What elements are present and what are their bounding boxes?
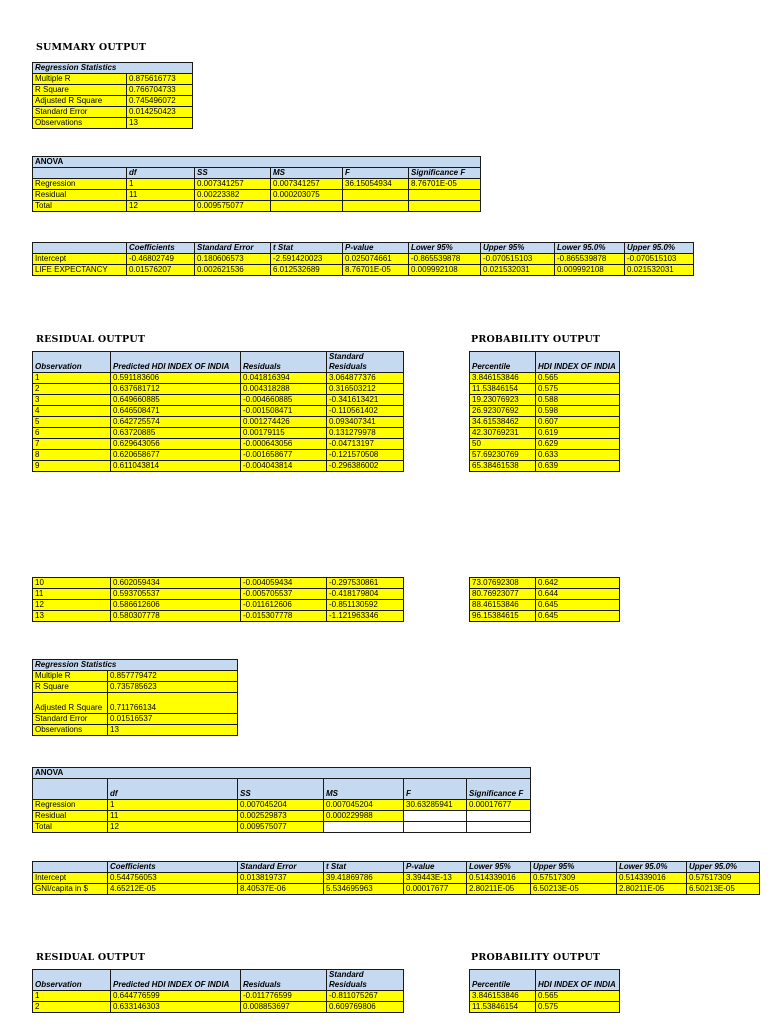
table-cell: 0.009992108 — [555, 265, 625, 276]
table-cell: 0.544756053 — [108, 873, 238, 884]
table-row — [33, 991, 404, 1002]
table-cell: 0.316503212 — [327, 384, 404, 395]
table-cell — [343, 190, 409, 201]
table-cell: Intercept — [33, 254, 127, 265]
table-row — [470, 611, 620, 622]
stat-value: 0.875616773 — [127, 74, 193, 85]
column-header: Observation — [33, 352, 111, 373]
table-cell: 5.534695963 — [324, 884, 404, 895]
table-row — [33, 406, 404, 417]
table-cell: 0.131279978 — [327, 428, 404, 439]
probability-output-table-continued — [469, 577, 620, 622]
table-cell: 0.00017677 — [467, 800, 531, 811]
table-cell: 6.50213E-05 — [687, 884, 760, 895]
table-cell: 0.007045204 — [238, 800, 324, 811]
table-row — [33, 373, 404, 384]
table-cell: -0.004059434 — [241, 578, 327, 589]
table-cell: 3.064877376 — [327, 373, 404, 384]
table-cell: -0.001508471 — [241, 406, 327, 417]
table-cell: 0.009575077 — [195, 201, 271, 212]
table-row — [33, 439, 404, 450]
table-cell: 39.41869786 — [324, 873, 404, 884]
table-cell: 0.591183606 — [111, 373, 241, 384]
table-cell: 0.63720885 — [111, 428, 241, 439]
table-cell: 7 — [33, 439, 111, 450]
table-cell: 0.575 — [536, 384, 620, 395]
table-cell: 11.53846154 — [470, 1002, 536, 1013]
table-cell: 6 — [33, 428, 111, 439]
table-row — [33, 461, 404, 472]
probability-output-table-2 — [469, 969, 620, 1013]
table-cell — [404, 811, 467, 822]
table-cell: 0.639 — [536, 461, 620, 472]
column-header: P-value — [343, 243, 409, 254]
column-header: HDI INDEX OF INDIA — [536, 352, 620, 373]
table-cell — [343, 201, 409, 212]
table-cell: 0.642725574 — [111, 417, 241, 428]
column-header: F — [343, 168, 409, 179]
table-cell: 0.602059434 — [111, 578, 241, 589]
table-cell: 50 — [470, 439, 536, 450]
table-row — [33, 1002, 404, 1013]
table-cell — [324, 822, 404, 833]
column-header: Standard Error — [195, 243, 271, 254]
table-cell: 0.598 — [536, 406, 620, 417]
table-cell: 6.012532689 — [271, 265, 343, 276]
column-header: HDI INDEX OF INDIA — [536, 970, 620, 991]
table-cell: 0.009992108 — [409, 265, 481, 276]
table-cell: 0.649660885 — [111, 395, 241, 406]
table-row — [33, 417, 404, 428]
table-cell: 8.40537E-06 — [238, 884, 324, 895]
stat-label: Adjusted R Square — [33, 96, 127, 107]
table-cell: -0.851130592 — [327, 600, 404, 611]
stat-value: 0.766704733 — [127, 85, 193, 96]
stat-label: Standard Error — [33, 107, 127, 118]
column-header: Lower 95% — [467, 862, 531, 873]
table-cell: -0.04713197 — [327, 439, 404, 450]
table-cell: 5 — [33, 417, 111, 428]
residual-output-table-2 — [32, 969, 404, 1013]
table-cell: 9 — [33, 461, 111, 472]
table-cell: Residual — [33, 190, 127, 201]
table-cell: 0.007045204 — [324, 800, 404, 811]
anova-table — [32, 156, 481, 212]
table-cell: 3 — [33, 395, 111, 406]
column-header — [33, 243, 127, 254]
column-header: Upper 95.0% — [687, 862, 760, 873]
table-row — [470, 439, 620, 450]
table-cell: 0.00223382 — [195, 190, 271, 201]
column-header: Upper 95% — [531, 862, 617, 873]
table-cell: 0.000203075 — [271, 190, 343, 201]
table-cell: 0.633 — [536, 450, 620, 461]
table-cell: 0.633146303 — [111, 1002, 241, 1013]
table-row — [33, 395, 404, 406]
table-cell: 0.041816394 — [241, 373, 327, 384]
table-row — [470, 373, 620, 384]
regression-statistics-table-2 — [32, 659, 238, 736]
stat-label: Observations — [33, 725, 108, 736]
table-cell: 0.514339016 — [467, 873, 531, 884]
table-cell — [409, 190, 481, 201]
table-row — [470, 600, 620, 611]
table-cell: 1 — [33, 373, 111, 384]
stat-value: 13 — [127, 118, 193, 129]
residual-output-table — [32, 351, 404, 472]
probability-output-heading: PROBABILITY OUTPUT — [471, 334, 601, 345]
table-row — [470, 406, 620, 417]
table-cell: Regression — [33, 179, 127, 190]
table-cell: 1 — [127, 179, 195, 190]
coefficients-table-2 — [32, 861, 760, 895]
anova-title: ANOVA — [33, 768, 531, 779]
table-cell: -0.000643056 — [241, 439, 327, 450]
column-header: Lower 95.0% — [617, 862, 687, 873]
table-cell: 42.30769231 — [470, 428, 536, 439]
residual-rows — [33, 373, 404, 472]
table-cell: -0.001658677 — [241, 450, 327, 461]
table-cell: 73.07692308 — [470, 578, 536, 589]
column-header: SS — [238, 779, 324, 800]
table-cell: 8.76701E-05 — [409, 179, 481, 190]
table-cell: -0.121570508 — [327, 450, 404, 461]
column-header: Standard Residuals — [327, 970, 404, 991]
table-row — [470, 384, 620, 395]
table-cell: 0.607 — [536, 417, 620, 428]
anova-title: ANOVA — [33, 157, 481, 168]
table-cell: Total — [33, 201, 127, 212]
table-cell: 2.80211E-05 — [617, 884, 687, 895]
table-row — [470, 395, 620, 406]
coefficients-table — [32, 242, 694, 276]
table-cell: 57.69230769 — [470, 450, 536, 461]
table-cell: GNI/capita in $ — [33, 884, 108, 895]
table-row — [470, 589, 620, 600]
table-cell: 3.846153846 — [470, 373, 536, 384]
table-cell: 0.007341257 — [195, 179, 271, 190]
table-cell: 0.619 — [536, 428, 620, 439]
table-cell: 0.57517309 — [531, 873, 617, 884]
table-row — [470, 461, 620, 472]
column-header: Significance F — [467, 779, 531, 800]
table-cell: 0.642 — [536, 578, 620, 589]
table-cell: 0.586612606 — [111, 600, 241, 611]
table-cell: 0.588 — [536, 395, 620, 406]
table-cell: 65.38461538 — [470, 461, 536, 472]
column-header: Upper 95% — [481, 243, 555, 254]
residual-output-heading: RESIDUAL OUTPUT — [36, 334, 146, 345]
table-row — [33, 600, 404, 611]
table-cell: 2 — [33, 1002, 111, 1013]
table-cell: -0.011612606 — [241, 600, 327, 611]
column-header: Coefficients — [108, 862, 238, 873]
table-cell: 0.644 — [536, 589, 620, 600]
column-header: Predicted HDI INDEX OF INDIA — [111, 352, 241, 373]
column-header: Residuals — [241, 970, 327, 991]
table-cell: -0.341613421 — [327, 395, 404, 406]
table-cell: -0.46802749 — [127, 254, 195, 265]
table-cell: 11.53846154 — [470, 384, 536, 395]
table-cell: 80.76923077 — [470, 589, 536, 600]
summary-output-heading: SUMMARY OUTPUT — [36, 42, 147, 53]
column-header: t Stat — [271, 243, 343, 254]
column-header: F — [404, 779, 467, 800]
stat-label: Adjusted R Square — [33, 693, 108, 714]
column-header: Residuals — [241, 352, 327, 373]
table-cell: 96.15384615 — [470, 611, 536, 622]
probability-output-heading-2: PROBABILITY OUTPUT — [471, 952, 601, 963]
stat-label: Standard Error — [33, 714, 108, 725]
regression-statistics-title: Regression Statistics — [33, 660, 238, 671]
stat-value: 0.711766134 — [108, 693, 238, 714]
table-row — [33, 428, 404, 439]
column-header — [33, 862, 108, 873]
table-row — [470, 417, 620, 428]
residual-output-table-continued — [32, 577, 404, 622]
table-row — [33, 589, 404, 600]
table-cell: -0.296386002 — [327, 461, 404, 472]
column-header: Lower 95.0% — [555, 243, 625, 254]
column-header: Percentile — [470, 352, 536, 373]
table-cell: -0.004660885 — [241, 395, 327, 406]
table-row — [470, 1002, 620, 1013]
column-header: df — [108, 779, 238, 800]
table-cell — [271, 201, 343, 212]
table-cell: 34.61538462 — [470, 417, 536, 428]
table-cell: 8 — [33, 450, 111, 461]
table-cell: 12 — [127, 201, 195, 212]
table-row — [33, 384, 404, 395]
table-cell: 0.00017677 — [404, 884, 467, 895]
table-cell: 19.23076923 — [470, 395, 536, 406]
table-row — [470, 578, 620, 589]
regression-statistics-title: Regression Statistics — [33, 63, 193, 74]
table-cell: Regression — [33, 800, 108, 811]
table-row — [33, 578, 404, 589]
table-cell: 0.645 — [536, 600, 620, 611]
stat-value: 0.735785623 — [108, 682, 238, 693]
table-cell: 2 — [33, 384, 111, 395]
table-cell: 0.57517309 — [687, 873, 760, 884]
table-cell: 10 — [33, 578, 111, 589]
table-cell: 0.01576207 — [127, 265, 195, 276]
table-cell: 4 — [33, 406, 111, 417]
table-row — [470, 450, 620, 461]
stat-label: Observations — [33, 118, 127, 129]
table-cell — [467, 822, 531, 833]
table-row — [470, 991, 620, 1002]
table-cell: 0.644776599 — [111, 991, 241, 1002]
column-header: Standard Residuals — [327, 352, 404, 373]
table-cell: -0.070515103 — [481, 254, 555, 265]
table-cell: 0.008853697 — [241, 1002, 327, 1013]
table-cell: 4.65212E-05 — [108, 884, 238, 895]
table-cell: 0.021532031 — [625, 265, 694, 276]
table-cell: -0.015307778 — [241, 611, 327, 622]
probability-rows — [470, 373, 620, 472]
table-cell: 13 — [33, 611, 111, 622]
stat-value: 0.01516537 — [108, 714, 238, 725]
table-cell: -2.591420023 — [271, 254, 343, 265]
column-header — [33, 779, 108, 800]
table-cell: 30.63285941 — [404, 800, 467, 811]
stat-label: R Square — [33, 682, 108, 693]
table-cell — [467, 811, 531, 822]
column-header: Predicted HDI INDEX OF INDIA — [111, 970, 241, 991]
table-cell: 0.025074661 — [343, 254, 409, 265]
table-cell: 0.180606573 — [195, 254, 271, 265]
table-cell — [409, 201, 481, 212]
table-cell: 0.007341257 — [271, 179, 343, 190]
table-cell: 0.593705537 — [111, 589, 241, 600]
table-cell: Intercept — [33, 873, 108, 884]
table-cell: -0.418179804 — [327, 589, 404, 600]
table-cell: 0.000229988 — [324, 811, 404, 822]
table-cell: 0.646508471 — [111, 406, 241, 417]
stat-value: 0.857779472 — [108, 671, 238, 682]
table-cell: 0.514339016 — [617, 873, 687, 884]
table-cell: 0.609769806 — [327, 1002, 404, 1013]
table-cell: 1 — [33, 991, 111, 1002]
column-header: MS — [271, 168, 343, 179]
table-cell: 0.637681712 — [111, 384, 241, 395]
column-header: Observation — [33, 970, 111, 991]
table-cell: 3.846153846 — [470, 991, 536, 1002]
table-cell: 0.093407341 — [327, 417, 404, 428]
table-cell: 0.002529873 — [238, 811, 324, 822]
column-header: Percentile — [470, 970, 536, 991]
stat-label: R Square — [33, 85, 127, 96]
table-cell: 2.80211E-05 — [467, 884, 531, 895]
table-cell: 12 — [108, 822, 238, 833]
table-cell: 0.002621536 — [195, 265, 271, 276]
table-cell: -0.110561402 — [327, 406, 404, 417]
table-cell: 11 — [108, 811, 238, 822]
table-cell: 0.565 — [536, 373, 620, 384]
table-row — [470, 428, 620, 439]
column-header: Coefficients — [127, 243, 195, 254]
table-cell: 0.001274426 — [241, 417, 327, 428]
table-cell: 0.645 — [536, 611, 620, 622]
table-cell: 0.004318288 — [241, 384, 327, 395]
column-header: t Stat — [324, 862, 404, 873]
table-cell: 0.629643056 — [111, 439, 241, 450]
stat-value: 0.014250423 — [127, 107, 193, 118]
table-cell: 12 — [33, 600, 111, 611]
table-cell: 0.620658677 — [111, 450, 241, 461]
column-header: Standard Error — [238, 862, 324, 873]
table-cell: Residual — [33, 811, 108, 822]
table-cell: 3.39443E-13 — [404, 873, 467, 884]
table-cell: 0.575 — [536, 1002, 620, 1013]
table-cell: 8.76701E-05 — [343, 265, 409, 276]
table-row — [33, 611, 404, 622]
regression-statistics-table — [32, 62, 193, 129]
table-cell: 26.92307692 — [470, 406, 536, 417]
table-cell: -0.004043814 — [241, 461, 327, 472]
table-cell: 88.46153846 — [470, 600, 536, 611]
anova-table-2 — [32, 767, 531, 833]
table-cell: 0.611043814 — [111, 461, 241, 472]
column-header: df — [127, 168, 195, 179]
table-cell: -0.297530861 — [327, 578, 404, 589]
table-cell: 11 — [127, 190, 195, 201]
table-cell: 0.021532031 — [481, 265, 555, 276]
table-cell: -0.865539878 — [409, 254, 481, 265]
column-header: Upper 95.0% — [625, 243, 694, 254]
table-cell: 11 — [33, 589, 111, 600]
table-cell: 0.009575077 — [238, 822, 324, 833]
stat-value: 0.745496072 — [127, 96, 193, 107]
residual-output-heading-2: RESIDUAL OUTPUT — [36, 952, 146, 963]
table-cell: -0.011776599 — [241, 991, 327, 1002]
table-cell: -1.121963346 — [327, 611, 404, 622]
stat-value: 13 — [108, 725, 238, 736]
column-header: MS — [324, 779, 404, 800]
table-cell — [404, 822, 467, 833]
table-cell: -0.070515103 — [625, 254, 694, 265]
table-cell: 0.565 — [536, 991, 620, 1002]
table-cell: 1 — [108, 800, 238, 811]
table-cell: LIFE EXPECTANCY — [33, 265, 127, 276]
probability-output-table — [469, 351, 620, 472]
column-header: Significance F — [409, 168, 481, 179]
table-row — [33, 450, 404, 461]
table-cell: Total — [33, 822, 108, 833]
stat-label: Multiple R — [33, 74, 127, 85]
table-cell: 6.50213E-05 — [531, 884, 617, 895]
table-cell: 36.15054934 — [343, 179, 409, 190]
stat-label: Multiple R — [33, 671, 108, 682]
table-cell: -0.005705537 — [241, 589, 327, 600]
column-header: P-value — [404, 862, 467, 873]
table-cell: 0.013819737 — [238, 873, 324, 884]
column-header: Lower 95% — [409, 243, 481, 254]
table-cell: 0.629 — [536, 439, 620, 450]
table-cell: 0.580307778 — [111, 611, 241, 622]
table-cell: 0.00179115 — [241, 428, 327, 439]
table-cell: -0.811075267 — [327, 991, 404, 1002]
column-header — [33, 168, 127, 179]
column-header: SS — [195, 168, 271, 179]
table-cell: -0.865539878 — [555, 254, 625, 265]
